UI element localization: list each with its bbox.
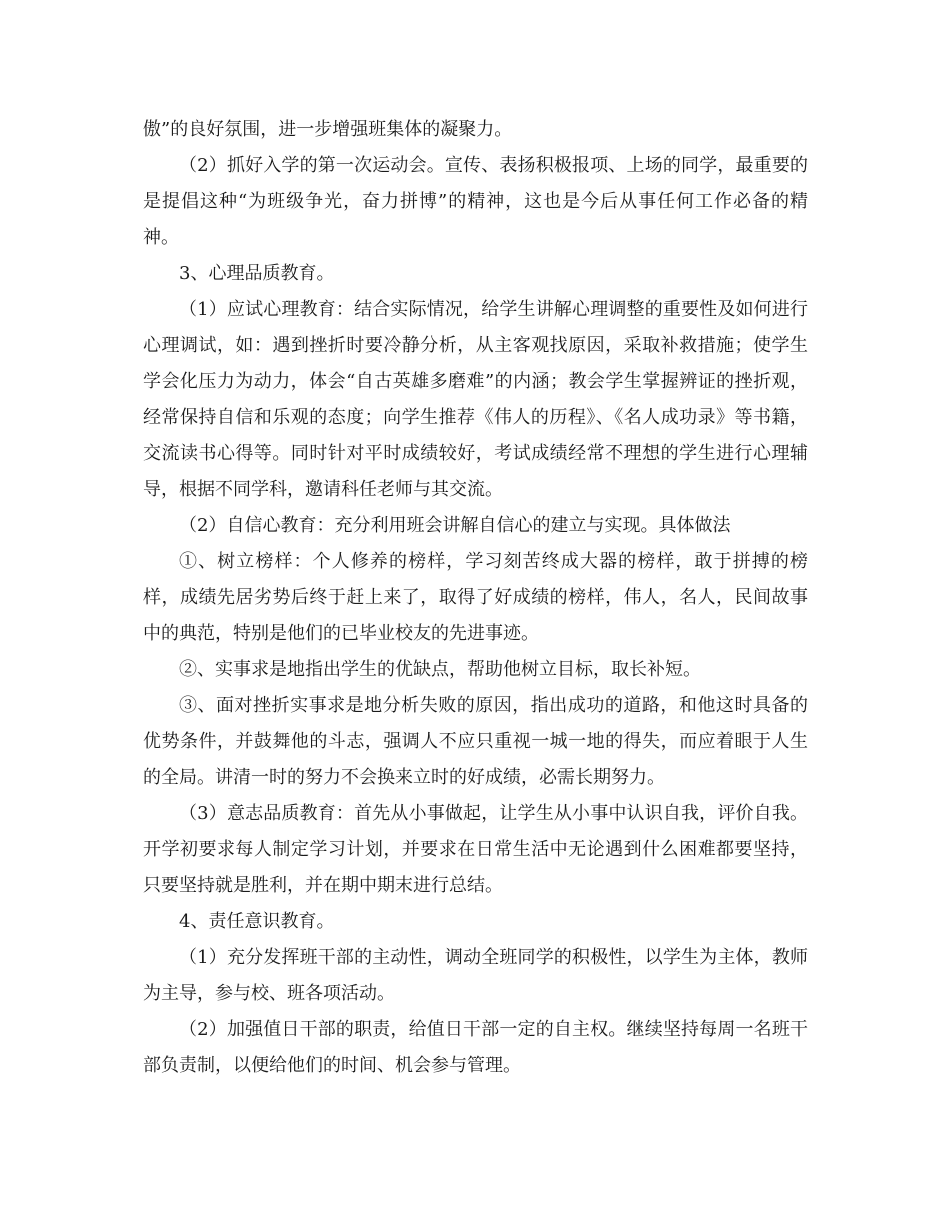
paragraph-role-models: ①、树立榜样：个人修养的榜样，学习刻苦终成大器的榜样，敢于拼搏的榜样，成绩先居劣势后终于赶上来了，取得了好成绩的榜样，伟人，名人，民间故事中的典范，特别是他们的已毕业校友的先进事迹。 [143, 551, 808, 644]
paragraph-sports-meeting: （2）抓好入学的第一次运动会。宣传、表扬积极报项、上场的同学，最重要的是提倡这种“为班级争光，奋力拼博”的精神，这也是今后从事任何工作必备的精神。 [143, 155, 808, 248]
paragraph-strengths: ②、实事求是地指出学生的优缺点，帮助他树立目标，取长补短。 [179, 659, 701, 680]
section-heading-responsibility: 4、责任意识教育。 [179, 911, 335, 932]
paragraph-duty-cadres: （2）加强值日干部的职责，给值日干部一定的自主权。继续坚持每周一名班干部负责制，以便给他们的时间、机会参与管理。 [143, 1019, 808, 1076]
paragraph-confidence: （2）自信心教育：充分利用班会讲解自信心的建立与实现。具体做法 [179, 515, 731, 536]
section-heading-psychology: 3、心理品质教育。 [179, 263, 335, 284]
paragraph-exam-psychology: （1）应试心理教育：结合实际情况，给学生讲解心理调整的重要性及如何进行心理调试，如：遇到挫折时要冷静分析，从主客观找原因，采取补救措施；使学生学会化压力为动力，体会“自古英雄多磨难”的内涵；教会学生掌握辨证的挫折观，经常保持自信和乐观的态度；向学生推荐《伟人的历程》、《名人成功录》等书籍，交流读书心得等。同时针对平时成绩较好，考试成绩经常不理想的学生进行心理辅导，根据不同学科，邀请科任老师与其交流。 [143, 299, 808, 500]
document-body [143, 112, 808, 1084]
paragraph-willpower: （3）意志品质教育：首先从小事做起，让学生从小事中认识自我，评价自我。开学初要求每人制定学习计划，并要求在日常生活中无论遇到什么困难都要坚持，只要坚持就是胜利，并在期中期末进行总结。 [143, 803, 808, 896]
paragraph-continuation: 傲”的良好氛围，进一步增强班集体的凝聚力。 [143, 119, 513, 140]
paragraph-class-cadres: （1）充分发挥班干部的主动性，调动全班同学的积极性，以学生为主体，教师为主导，参与校、班各项活动。 [143, 947, 808, 1004]
paragraph-setbacks: ③、面对挫折实事求是地分析失败的原因，指出成功的道路，和他这时具备的优势条件，并鼓舞他的斗志，强调人不应只重视一城一地的得失，而应着眼于人生的全局。讲清一时的努力不会换来立时的好成绩，必需长期努力。 [143, 695, 808, 788]
